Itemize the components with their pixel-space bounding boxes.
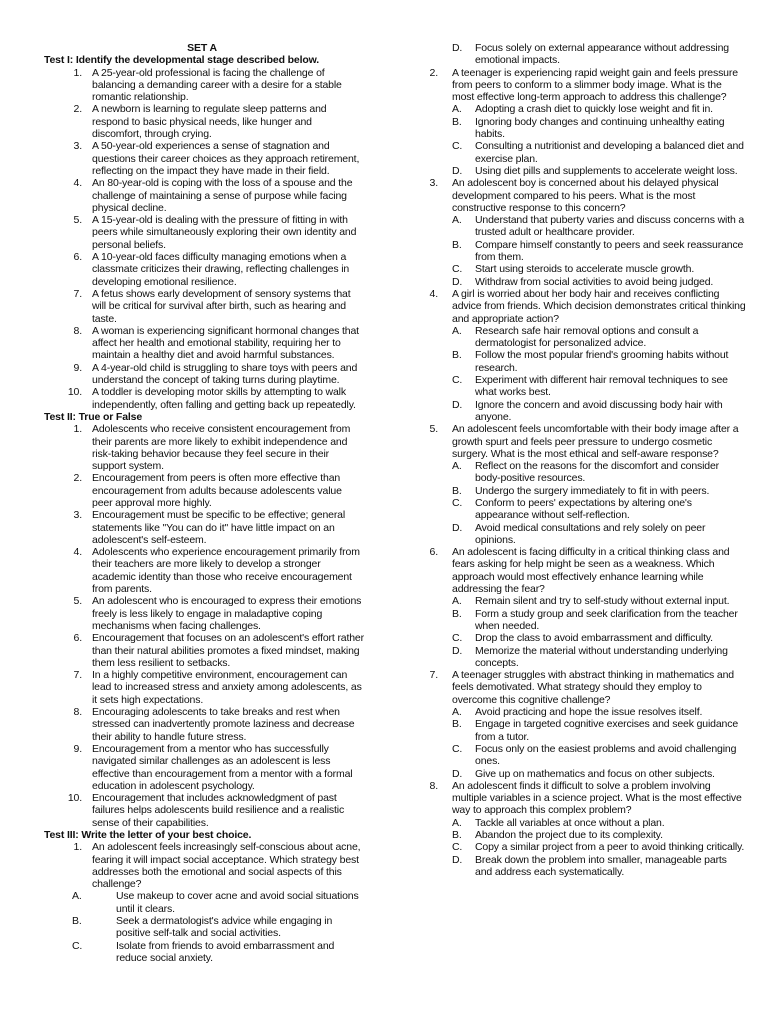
option-letter: D. [452,42,463,54]
item-text: A 4-year-old child is struggling to share toys with peers and understand the concept of taking turns during playtime. [92,361,358,387]
list-item [44,546,364,595]
option-text: Compare himself constantly to peers and seek reassurance from them. [475,238,744,264]
left-column [44,42,364,964]
item-number: 4. [73,546,82,559]
item-text: Encouragement that focuses on an adolescent's effort rather than their natural abilities promotes a fixed mindset, making them less resilient to setbacks. [92,632,364,669]
list-item [44,140,364,177]
item-text: An adolescent who is encouraged to express their emotions freely is less likely to engage in maladaptive coping mechanisms when facing challenges. [92,595,362,632]
option-text: Focus only on the easiest problems and avoid challenging ones. [475,742,737,768]
question-number: 2. [429,66,438,79]
option-item [426,743,746,768]
question-text: An adolescent feels uncomfortable with their body image after a growth spurt and feels peer pressure to undergo cosmetic surgery. What is the most ethical and self-aware response? [452,423,739,460]
option-letter: D. [452,521,463,534]
item-number: 2. [73,103,82,116]
option-text: Form a study group and seek clarification from the teacher when needed. [475,607,738,632]
list-item [44,472,364,509]
option-item [426,854,746,879]
list-item [44,288,364,325]
option-item [426,239,746,264]
option-text: Follow the most popular friend's grooming habits without research. [475,349,729,374]
option-text: Research safe hair removal options and consult a dermatologist for personalized advice. [475,324,699,350]
list-item [44,669,364,706]
item-text: Adolescents who receive consistent encouragement from their parents are more likely to exhibit independence and risk-taking behavior because they feel secure in their support system. [92,423,351,473]
option-item [426,485,746,497]
option-text: Drop the class to avoid embarrassment and difficulty. [475,632,713,645]
option-item [44,915,364,940]
option-letter: D. [452,853,463,866]
option-item [426,645,746,670]
option-letter: B. [452,115,462,128]
item-text: A newborn is learning to regulate sleep patterns and respond to basic physical needs, like hunger and discomfort, through crying. [92,103,327,141]
item-text: Encouragement from peers is often more effective than encouragement from adults because adolescents value peer approval more highly. [92,472,342,509]
q1-option-d [426,42,746,67]
option-letter: A. [452,595,462,608]
test2-list [44,423,364,829]
option-letter: A. [452,706,462,719]
option-item [44,890,364,915]
item-text: A 15-year-old is dealing with the pressure of fitting in with peers while simultaneously exploring their own identity and personal beliefs. [92,214,357,251]
q1-options [44,890,364,964]
option-text: Ignoring body changes and continuing unhealthy eating habits. [475,115,725,141]
question-number: 8. [429,779,438,792]
item-text: A woman is experiencing significant hormonal changes that affect her health and emotional stability, requiring her to maintain a healthy diet and avoid harmful substances. [92,324,359,362]
option-item [426,608,746,633]
list-item [44,103,364,140]
option-text: Undergo the surgery immediately to fit in with peers. [475,484,710,497]
option-letter: B. [452,718,462,731]
option-item [426,829,746,841]
option-letter: B. [452,349,462,362]
option-letter: D. [452,164,463,177]
option-letter: A. [72,890,82,903]
option-letter: D. [452,767,463,780]
option-letter: C. [452,632,463,645]
option-text: Experiment with different hair removal techniques to see what works best. [475,374,728,399]
option-item [426,116,746,141]
item-number: 8. [73,324,82,337]
option-item [426,522,746,547]
item-number: 2. [73,472,82,485]
question-number: 7. [429,669,438,682]
option-letter: D. [452,398,463,411]
item-text: In a highly competitive environment, encouragement can lead to increased stress and anxiety among adolescents, as it sets high expectations. [92,669,362,706]
option-item [426,817,746,829]
item-text: An 80-year-old is coping with the loss of a spouse and the challenge of maintaining a sense of purpose while facing physical decline. [92,177,353,214]
test2-heading: Test II: True or False [44,410,143,423]
option-text: Memorize the material without understanding underlying concepts. [475,644,728,669]
option-letter: A. [452,324,462,337]
option-letter: C. [72,939,83,952]
option-item [426,276,746,288]
test3-list [426,67,746,879]
question-item [426,288,746,325]
list-item [44,509,364,546]
item-number: 7. [73,287,82,300]
option-letter: C. [452,841,463,854]
option-text: Adopting a crash diet to quickly lose weight and fit in. [475,103,713,116]
option-text: Avoid practicing and hope the issue resolves itself. [475,706,703,719]
option-text: Remain silent and try to self-study without external input. [475,595,730,608]
item-number: 6. [73,251,82,264]
option-text: Give up on mathematics and focus on other subjects. [475,767,715,780]
item-number: 6. [73,632,82,645]
item-text: Adolescents who experience encouragement primarily from their teachers are more likely to develop a stronger academic identity than those who receive encouragement from parents. [92,546,360,596]
option-letter: B. [452,484,462,497]
item-number: 5. [73,214,82,227]
option-letter: A. [452,460,462,473]
option-letter: C. [452,742,463,755]
option-text: Start using steroids to accelerate muscle growth. [475,263,695,276]
test1-list [44,67,364,411]
right-column [426,42,746,878]
question-text: An adolescent feels increasingly self-conscious about acne, fearing it will impact social acceptance. Which strategy best addresses both the emotional and social aspects of this challenge? [92,841,361,891]
set-title: SET A [187,42,217,54]
option-text: Understand that puberty varies and discuss concerns with a trusted adult or healthcare provider. [475,214,745,239]
list-item [44,423,364,472]
item-number: 9. [73,361,82,374]
question-number: 1. [73,841,82,854]
option-item [426,841,746,853]
question-item [426,423,746,460]
option-letter: C. [452,140,463,153]
question-number: 5. [429,423,438,436]
option-text: Conform to peers' expectations by altering one's appearance without self-reflection. [475,496,692,522]
option-letter: B. [72,915,82,928]
option-letter: A. [452,103,462,116]
item-text: Encouragement that includes acknowledgment of past failures helps adolescents build resilience and a realistic sense of their capabilities. [92,792,345,829]
option-item [426,460,746,485]
list-item [44,632,364,669]
test3-heading: Test III: Write the letter of your best choice. [44,829,252,841]
question-text: A teenager is experiencing rapid weight gain and feels pressure from peers to conform to a slimmer body image. What is the most effective long-term approach to address this challenge? [452,66,738,104]
option-letter: B. [452,607,462,620]
question-text: A girl is worried about her body hair and receives conflicting advice from friends. Which decision demonstrates critical thinking and appropriate action? [452,287,746,325]
question-item [426,669,746,706]
item-text: Encouragement from a mentor who has successfully navigated similar challenges as an adolescent is less effective than encouragement from a mentor with a formal education in adolescent psychology. [92,742,353,792]
question-number: 6. [429,546,438,559]
option-item [426,399,746,424]
list-item [44,325,364,362]
option-text: Reflect on the reasons for the discomfort and consider body-positive resources. [475,460,720,485]
option-item [426,497,746,522]
option-letter: B. [452,829,462,841]
question-text: An adolescent is facing difficulty in a critical thinking class and fears asking for help might be seen as a weakness. Which approach would most effectively enhance learning while addressing the fear? [452,546,730,596]
option-text: Abandon the project due to its complexity. [475,829,663,841]
item-number: 3. [73,509,82,522]
option-item [426,214,746,239]
question-text: An adolescent boy is concerned about his delayed physical development compared to his peers. What is the most constructive response to this concern? [452,177,719,214]
option-item [426,718,746,743]
question-item [426,780,746,817]
option-text: Engage in targeted cognitive exercises and seek guidance from a tutor. [475,718,739,743]
option-item [426,595,746,607]
option-letter: A. [452,214,462,227]
item-text: A 10-year-old faces difficulty managing emotions when a classmate criticizes their drawing, reflecting challenges in developing emotional resilience. [92,251,350,288]
option-letter: A. [452,816,462,829]
option-item [426,706,746,718]
item-text: Encouragement must be specific to be effective; general statements like "You can do it" have little impact on an adolescent's self-esteem. [92,509,346,546]
option-text: Use makeup to cover acne and avoid social situations until it clears. [116,890,359,915]
option-text: Using diet pills and supplements to accelerate weight loss. [475,164,738,177]
question-item [426,546,746,595]
item-text: A 50-year-old experiences a sense of stagnation and questions their career choices as they approach retirement, reflecting on the impact they have made in their field. [92,140,360,177]
question-number: 4. [429,287,438,300]
option-text: Seek a dermatologist's advice while engaging in positive self-talk and social activities. [116,915,333,940]
question-text: An adolescent finds it difficult to solve a problem involving multiple variables in a science project. What is the most effective way to approach this complex problem? [452,779,742,817]
list-item [44,386,364,411]
list-item [44,743,364,792]
option-item [44,940,364,965]
option-letter: C. [452,263,463,276]
list-item [44,362,364,387]
item-text: A toddler is developing motor skills by attempting to walk independently, often falling and getting back up repeatedly. [92,386,356,411]
item-text: A 25-year-old professional is facing the challenge of balancing a demanding career with a desire for a stable romantic relationship. [92,66,342,104]
item-number: 10. [67,386,82,399]
option-text: Break down the problem into smaller, manageable parts and address each systematically. [475,853,727,878]
option-letter: C. [452,496,463,509]
option-item [426,349,746,374]
option-text: Tackle all variables at once without a plan. [475,816,665,829]
item-number: 3. [73,140,82,153]
item-number: 4. [73,177,82,190]
list-item [44,214,364,251]
option-text: Consulting a nutritionist and developing a balanced diet and exercise plan. [475,140,744,165]
option-text: Copy a similar project from a peer to avoid thinking critically. [475,841,745,854]
item-number: 9. [73,742,82,755]
option-text: Ignore the concern and avoid discussing body hair with anyone. [475,398,723,423]
option-text: Avoid medical consultations and rely solely on peer opinions. [475,521,706,546]
question-item [426,177,746,214]
question-item [426,67,746,104]
item-number: 1. [73,66,82,79]
item-number: 7. [73,669,82,682]
option-letter: D. [452,275,463,288]
option-item [426,325,746,350]
question-number: 3. [429,177,438,190]
option-item [426,374,746,399]
list-item [44,251,364,288]
item-number: 10. [67,792,82,805]
option-item [426,140,746,165]
list-item [44,177,364,214]
option-letter: B. [452,238,462,251]
option-item [426,263,746,275]
option-item [426,103,746,115]
option-letter: C. [452,374,463,387]
option-text: Isolate from friends to avoid embarrassment and reduce social anxiety. [116,939,335,964]
list-item [44,792,364,829]
list-item [44,67,364,104]
question-text: A teenager struggles with abstract thinking in mathematics and feels demotivated. What strategy should they employ to overcome this cognitive challenge? [452,669,734,706]
list-item [44,706,364,743]
option-item [426,632,746,644]
option-text: Focus solely on external appearance without addressing emotional impacts. [475,42,729,67]
option-item [426,165,746,177]
item-number: 1. [73,423,82,436]
item-text: A fetus shows early development of sensory systems that will be critical for survival after birth, such as hearing and taste. [92,287,351,325]
list-item [44,595,364,632]
option-item [426,768,746,780]
option-letter: D. [452,644,463,657]
test1-heading: Test I: Identify the developmental stage described below. [44,54,320,67]
option-text: Withdraw from social activities to avoid being judged. [475,275,714,288]
item-number: 8. [73,706,82,719]
item-number: 5. [73,595,82,608]
item-text: Encouraging adolescents to take breaks and rest when stressed can inadvertently promote laziness and decrease their ability to handle future stress. [92,706,355,743]
test3-question-1 [44,841,364,890]
